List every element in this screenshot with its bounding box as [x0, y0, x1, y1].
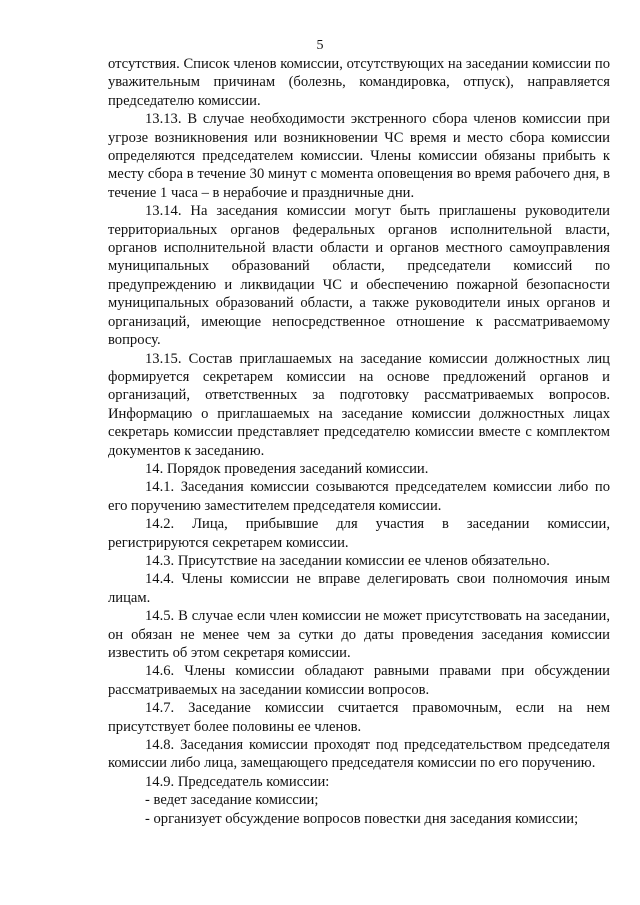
paragraph-14-8: 14.8. Заседания комиссии проходят под председательством председателя комиссии либо лица, замещающего председателя комиссии по его поручению.	[108, 737, 610, 772]
paragraph-14-1: 14.1. Заседания комиссии созываются председателем комиссии либо по его поручению заместителем председателя комиссии.	[108, 479, 610, 514]
paragraph-14-3: 14.3. Присутствие на заседании комиссии ее членов обязательно.	[145, 552, 550, 569]
document-body	[108, 55, 610, 828]
paragraph-14-2: 14.2. Лица, прибывшие для участия в заседании комиссии, регистрируются секретарем комиссии.	[108, 516, 610, 551]
paragraph-14-6: 14.6. Члены комиссии обладают равными правами при обсуждении рассматриваемых на заседании комиссии вопросов.	[108, 663, 610, 698]
section-heading-14: 14. Порядок проведения заседаний комиссии.	[145, 460, 429, 477]
paragraph-14-9: 14.9. Председатель комиссии:	[145, 773, 330, 790]
paragraph-13-14: 13.14. На заседания комиссии могут быть приглашены руководители территориальных органов федеральных органов исполнительной власти, органов исполнительной власти области и органов местного самоуправления муниципальных образований области, председатели комиссий по предупреждению и ликвидации ЧС и обеспечению пожарной безопасности муниципальных образований области, а также руководители иных органов и организаций, имеющие непосредственное отношение к рассматриваемому вопросу.	[108, 203, 610, 349]
page-number: 5	[316, 38, 324, 53]
paragraph-13-13: 13.13. В случае необходимости экстренного сбора членов комиссии при угрозе возникновения или возникновении ЧС время и место сбора комиссии определяются председателем комиссии. Члены комиссии обязаны прибыть к месту сбора в течение 30 минут с момента оповещения во время рабочего дня, в течение 1 часа – в нерабочие и праздничные дни.	[108, 111, 610, 201]
list-item: - организует обсуждение вопросов повестки дня заседания комиссии;	[145, 810, 579, 827]
paragraph-14-5: 14.5. В случае если член комиссии не может присутствовать на заседании, он обязан не менее чем за сутки до даты проведения заседания комиссии известить об этом секретаря комиссии.	[108, 608, 610, 661]
paragraph-14-7: 14.7. Заседание комиссии считается правомочным, если на нем присутствует более половины ее членов.	[108, 700, 610, 735]
paragraph-13-15: 13.15. Состав приглашаемых на заседание комиссии должностных лиц формируется секретарем комиссии на основе предложений органов и организаций, ответственных за подготовку рассматриваемых вопросов. Информацию о приглашаемых на заседание комиссии должностных лицах секретарь комиссии представляет председателю комиссии вместе с комплектом документов к заседанию.	[108, 350, 610, 459]
paragraph-continuation: отсутствия. Список членов комиссии, отсутствующих на заседании комиссии по уважительным причинам (болезнь, командировка, отпуск), направляется председателю комиссии.	[108, 56, 610, 109]
list-item: - ведет заседание комиссии;	[145, 792, 319, 809]
paragraph-14-4: 14.4. Члены комиссии не вправе делегировать свои полномочия иным лицам.	[108, 571, 610, 606]
